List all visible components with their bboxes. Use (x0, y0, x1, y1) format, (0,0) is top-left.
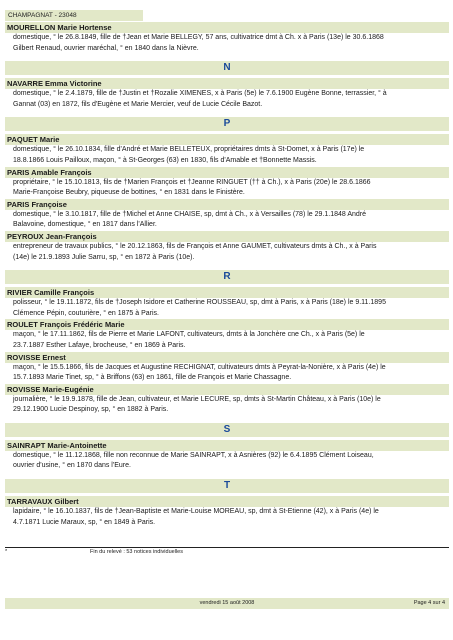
notice-name: PEYROUX Jean-François (5, 231, 449, 242)
section-letter-p: P (5, 117, 449, 131)
notice-detail: polisseur, ° le 19.11.1872, fils de †Joseph Isidore et Catherine ROUSSEAU, sp, dmt à Paris, x à Paris (18e) le 9.11.1895 Clémence Pépin, couturière, ° en 1875 à Paris. (13, 299, 386, 317)
footer-star: * (5, 549, 8, 555)
notice-detail: maçon, ° le 15.5.1866, fils de Jacques et Augustine RECHIGNAT, cultivateurs dmts à Peyrat-la-Nonière, x à Paris (4e) le 15.7.1893 Marie Tinet, sp, ° à Briffons (63) en 1861, fille de François et Marie Chassagne. (13, 363, 386, 382)
footer-summary (5, 547, 449, 558)
notice-name: SAINRAPT Marie-Antoinette (5, 440, 449, 451)
footer-note-text: Fin du relevé : 53 notices individuelles (90, 549, 183, 555)
notice-name: ROVISSE Marie-Eugénie (5, 384, 449, 395)
notice-name: PARIS Françoise (5, 199, 449, 210)
notice-entry (5, 287, 449, 319)
notice-name: ROULET François Frédéric Marie (5, 319, 449, 330)
document-header: CHAMPAGNAT - 23048 (5, 10, 143, 21)
notice-entry (5, 384, 449, 416)
notice-detail: entrepreneur de travaux publics, ° le 20.12.1863, fils de François et Anne GAUMET, cultivateurs dmts à Ch., x à Paris (14e) le 21.9.1893 Julie Sarru, sp, ° en 1872 à Paris (10e). (13, 242, 377, 261)
notice-entry (5, 78, 449, 110)
notice-detail: journalière, ° le 19.9.1878, fille de Jean, cultivateur, et Marie LECURE, sp, dmts à St-Martin Château, x à Paris (10e) le 29.12.1900 Lucie Despinoy, sp, ° en 1882 à Paris. (13, 395, 381, 414)
notice-entry (5, 22, 449, 54)
footer-date: vendredi 15 août 2008 (199, 600, 255, 606)
notice-entry (5, 231, 449, 263)
notice-detail: domestique, ° le 3.10.1817, fille de †Michel et Anne CHAISE, sp, dmt à Ch., x à Versailles (78) le 29.1.1848 André Balavoine, domestique, ° en 1817 dans l'Allier. (13, 210, 367, 229)
notice-name: MOURELLON Marie Hortense (5, 22, 449, 33)
section-letter-r: R (5, 270, 449, 284)
notice-detail: domestique, ° le 11.12.1868, fille non reconnue de Marie SAINRAPT, x à Asnières (92) le 6.4.1895 Clément Loiseau, ouvrier d'usine, ° en 1870 dans l'Eure. (13, 451, 374, 470)
notice-detail: lapidaire, ° le 16.10.1837, fils de †Jean-Baptiste et Marie-Louise MOREAU, sp, dmt à St-Etienne (42), x à Paris (4e) le 4.7.1871 Lucie Maraux, sp, ° en 1849 à Paris. (13, 508, 379, 526)
notice-entry (5, 352, 449, 384)
notice-detail: domestique, ° le 26.8.1849, fille de †Jean et Marie BELLEGY, 57 ans, cultivatrice dmt à Ch. x à Paris (13e) le 30.6.1868 Gilbert Renaud, ouvrier maréchal, ° en 1840 dans la Nièvre. (13, 34, 384, 52)
notice-name: PAQUET Marie (5, 134, 449, 145)
notices-list (5, 22, 449, 528)
section-letter-n: N (5, 61, 449, 75)
notice-detail: maçon, ° le 17.11.1862, fils de Pierre et Marie LAFONT, cultivateurs, dmts à la Jonchère cne Ch., x à Paris (5e) le 23.7.1887 Esther Lafaye, brocheuse, ° en 1869 à Paris. (13, 331, 365, 349)
notice-entry (5, 319, 449, 351)
page-number: Page 4 sur 4 (413, 600, 445, 606)
notice-detail: domestique, ° le 26.10.1834, fille d'André et Marie BELLETEUX, propriétaires dmts à St-Domet, x à Paris (17e) le 18.8.1866 Louis Pailloux, maçon, ° à St-Georges (63) en 1830, fils d'Amable et †Bonnette Massis. (13, 146, 365, 164)
section-letter-t: T (5, 479, 449, 493)
notice-name: PARIS Amable François (5, 167, 449, 178)
page-footer-bar (5, 598, 449, 609)
notice-detail: domestique, ° le 2.4.1879, fille de †Justin et †Rozalie XIMENES, x à Paris (5e) le 7.6.1900 Eugène Bonne, terrassier, ° à Gannat (03) en 1872, fils d'Eugène et Marie Mercier, veuf de Lucie Cécile Bazot. (13, 90, 387, 108)
notice-name: TARRAVAUX Gilbert (5, 496, 449, 507)
notice-entry (5, 440, 449, 472)
notice-entry (5, 167, 449, 199)
notice-entry (5, 134, 449, 166)
notice-entry (5, 199, 449, 231)
notice-name: NAVARRE Emma Victorine (5, 78, 449, 89)
notice-detail: propriétaire, ° le 15.10.1813, fils de †Marien François et †Jeanne RINGUET (†† à Ch.), x à Paris (20e) le 28.6.1866 Marie-Françoise Beubry, piqueuse de bottines, ° en 1831 dans le Finistère. (13, 178, 371, 197)
notice-name: ROVISSE Ernest (5, 352, 449, 363)
notice-name: RIVIER Camille François (5, 287, 449, 298)
notice-entry (5, 496, 449, 528)
section-letter-s: S (5, 423, 449, 437)
